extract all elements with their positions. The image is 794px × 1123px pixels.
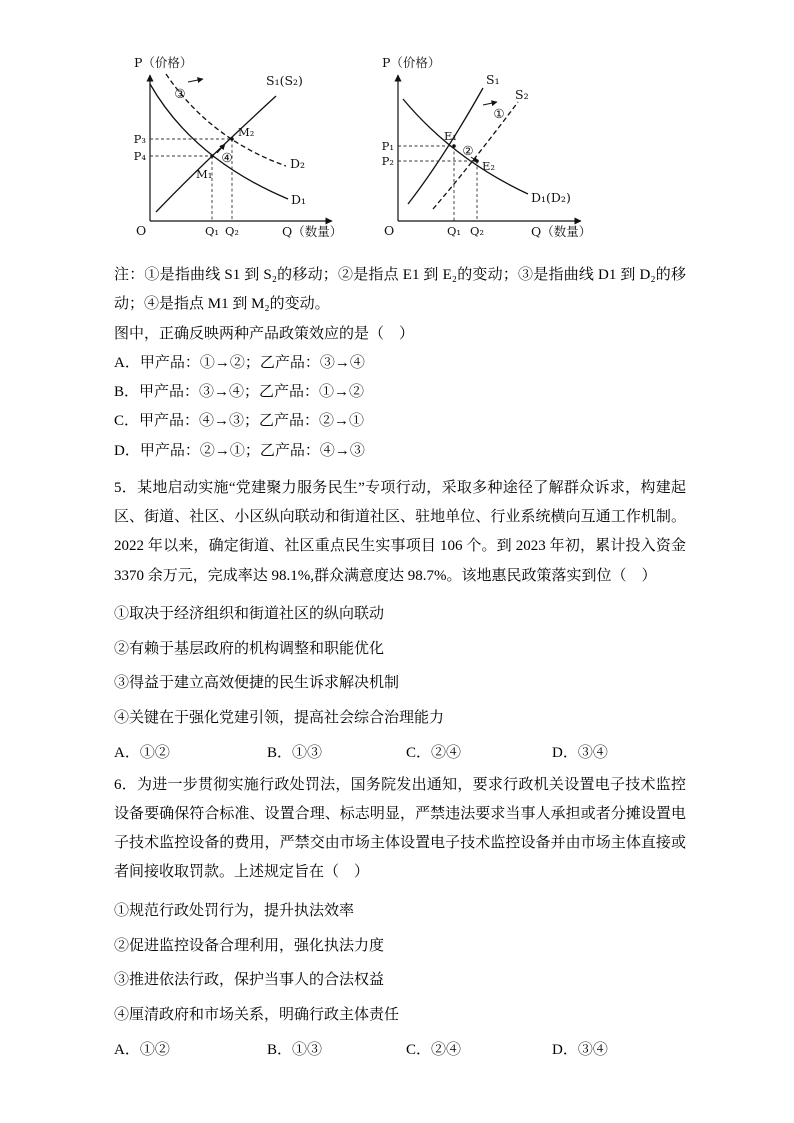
question5-stem: 5．某地启动实施“党建聚力服务民生”专项行动，采取多种途径了解群众诉求，构建起区、街道、社区、小区纵向联动和街道社区、驻地单位、行业系统横向互通工作机制。2022 年以来，确定街道、社区重点民生实事项目 106 个。到 2023 年初，累计投入资金 3370 余万元，完成率达 98.1%,群众满意度达 98.7%。该地惠民政策落实到位（ ） (114, 479, 686, 584)
q2-label: Q₂ (224, 224, 240, 238)
question4-option-c: C．甲产品：④→③；乙产品：②→① (114, 413, 365, 430)
question5-statement-4: ④关键在于强化党建引领，提高社会综合治理能力 (114, 710, 445, 727)
supply-demand-diagram-left (128, 54, 370, 249)
shift-arrow-3-icon (188, 79, 203, 82)
question4-option-b: B．甲产品：③→④；乙产品：①→② (114, 384, 365, 400)
question6-choice-a: A．①② (114, 1041, 170, 1058)
question5-statements (114, 597, 686, 736)
circled-2-marker: ② (462, 143, 474, 158)
e2-point-label: E₂ (482, 159, 496, 173)
question5-statement-3: ③得益于建立高效便捷的民生诉求解决机制 (114, 675, 400, 692)
question5-choice-c: C．②④ (406, 744, 462, 761)
supply1-curve-label: S₁ (486, 72, 500, 87)
demand2-curve-label: D₂ (290, 156, 306, 171)
m1-point-label: M₁ (196, 167, 213, 181)
supply-curve-2 (433, 102, 518, 209)
circled-4-marker: ④ (221, 150, 233, 165)
question6-stem: 6．为进一步贯彻实施行政处罚法，国务院发出通知，要求行政机关设置电子技术监控设备要确保符合标准、设置合理、标志明显，严禁违法要求当事人承担或者分摊设置电子技术监控设备的费用，严禁交由市场主体设置电子技术监控设备并由市场主体直接或者间接收取罚款。上述规定旨在（ ） (114, 776, 686, 881)
point-m2 (230, 137, 234, 141)
origin-label: O (384, 223, 395, 238)
p3-label: P₃ (133, 132, 146, 146)
q1-label: Q₁ (446, 224, 462, 238)
question6-statement-1: ①规范行政处罚行为，提升执法效率 (114, 902, 355, 919)
x-axis-label: Q（数量） (282, 224, 343, 239)
origin-label: O (136, 223, 147, 238)
demand-curve-label: D₁(D₂) (531, 190, 571, 205)
supply-demand-diagram-right (378, 54, 613, 249)
demand-curve-1 (150, 84, 288, 199)
question6-choices-row (114, 1033, 686, 1068)
question5-choice-a: A．①② (114, 744, 170, 761)
diagram-note: 注：①是指曲线 S1 到 S₂的移动；②是指点 E1 到 E₂的变动；③是指曲线 D1 到 D₂的移动；④是指点 M1 到 M₂的变动。 (114, 267, 686, 313)
question5-choice-b: B．①③ (267, 744, 323, 761)
question5-statement-1: ①取决于经济组织和街道社区的纵向联动 (114, 605, 385, 622)
p2-label: P₂ (381, 154, 394, 168)
circled-1-marker: ① (493, 106, 505, 121)
supply2-curve-label: S₂ (515, 87, 529, 102)
e1-point-label: E₁ (444, 129, 458, 143)
question6-choice-d: D．③④ (552, 1041, 608, 1058)
demand1-curve-label: D₁ (291, 192, 307, 207)
question6-choice-c: C．②④ (406, 1041, 462, 1058)
question6-statements (114, 894, 686, 1033)
question4-stem: 图中，正确反映两种产品政策效应的是（ ） (114, 325, 415, 342)
question5-choices-row (114, 736, 686, 771)
m2-point-label: M₂ (238, 125, 255, 139)
x-axis-label: Q（数量） (531, 224, 592, 239)
question6-statement-4: ④厘清政府和市场关系，明确行政主体责任 (114, 1007, 400, 1024)
supply-curve-label: S₁(S₂) (266, 73, 303, 88)
question6-choice-b: B．①③ (267, 1041, 323, 1058)
y-axis-label: P（价格） (134, 55, 193, 70)
question6-statement-2: ②促进监控设备合理利用，强化执法力度 (114, 937, 385, 954)
p1-label: P₁ (381, 139, 394, 153)
point-e1 (452, 144, 456, 148)
circled-3-marker: ③ (174, 86, 186, 101)
question5-statement-2: ②有赖于基层政府的机构调整和职能优化 (114, 640, 385, 657)
p4-label: P₄ (133, 149, 146, 163)
question5-choice-d: D．③④ (552, 744, 608, 761)
question4-option-d: D．甲产品：②→①；乙产品：④→③ (114, 442, 365, 459)
q2-label: Q₂ (469, 224, 485, 238)
diagrams-row (128, 54, 686, 249)
shift-arrow-1-icon (483, 102, 497, 105)
question6-statement-3: ③推进依法行政，保护当事人的合法权益 (114, 972, 385, 989)
point-m1 (210, 154, 214, 158)
y-axis-label: P（价格） (382, 55, 441, 70)
q1-label: Q₁ (204, 224, 220, 238)
question4-option-a: A．甲产品：①→②；乙产品：③→④ (114, 354, 365, 371)
